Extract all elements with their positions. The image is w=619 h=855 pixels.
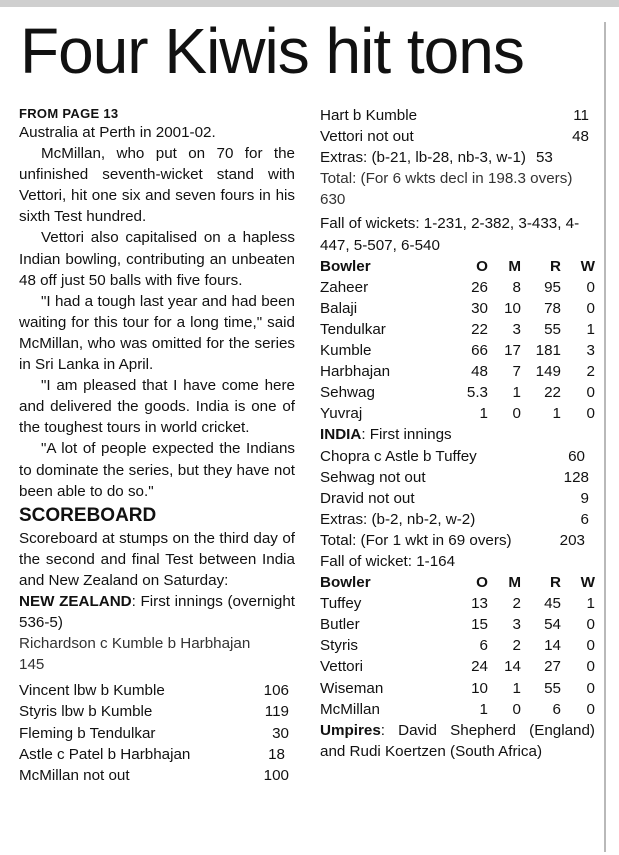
batsman-runs: 18 xyxy=(268,745,285,763)
total-label: Total: (For 6 wkts decl in 198.3 overs) xyxy=(320,170,573,188)
bowler-overs: 5.3 xyxy=(466,384,488,402)
bowler-maidens: 1 xyxy=(512,679,521,697)
bowler-overs: 22 xyxy=(471,320,488,338)
bowling-row xyxy=(320,319,595,340)
bowler-overs: 26 xyxy=(471,278,488,296)
batsman-name: Dravid not out xyxy=(320,489,415,507)
batting-line xyxy=(320,467,595,488)
bowler-overs: 48 xyxy=(471,363,488,381)
bowler-maidens: 8 xyxy=(512,278,521,296)
extras-label: Extras: (b-21, lb-28, nb-3, w-1) xyxy=(320,149,526,167)
bowler-wickets: 0 xyxy=(586,616,595,634)
maidens-col-header: M xyxy=(508,257,521,275)
nz-innings-heading xyxy=(19,591,295,633)
bowler-name: Harbhajan xyxy=(320,363,391,381)
bowling-row xyxy=(320,361,595,382)
bowler-wickets: 2 xyxy=(586,363,595,381)
batsman-runs: 119 xyxy=(264,703,289,721)
umpires-label: Umpires xyxy=(320,721,381,739)
runs-col-header: R xyxy=(550,257,561,275)
bowler-overs: 24 xyxy=(471,658,488,676)
bowler-wickets: 1 xyxy=(586,320,595,338)
scoreboard-heading: SCOREBOARD xyxy=(19,504,157,526)
bowler-runs: 78 xyxy=(544,299,561,317)
bowler-maidens: 1 xyxy=(512,384,521,402)
bowling-row xyxy=(320,382,595,403)
bowler-runs: 14 xyxy=(544,637,561,655)
bowler-wickets: 0 xyxy=(586,278,595,296)
batsman-name: Astle c Patel b Harbhajan xyxy=(19,745,191,763)
bowler-wickets: 0 xyxy=(586,637,595,655)
batsman-name: Vincent lbw b Kumble xyxy=(19,682,165,700)
innings-label: : First innings xyxy=(361,426,452,444)
bowler-runs: 54 xyxy=(544,616,561,634)
right-column xyxy=(320,105,595,762)
team-name: INDIA xyxy=(320,426,362,444)
bowler-wickets: 0 xyxy=(586,679,595,697)
bowler-overs: 30 xyxy=(471,299,488,317)
bowler-name: Wiseman xyxy=(320,679,384,697)
bowling-header xyxy=(320,572,595,593)
bowler-wickets: 0 xyxy=(586,700,595,718)
wickets-col-header: W xyxy=(580,257,595,275)
bowling-row xyxy=(320,340,595,361)
bowler-runs: 55 xyxy=(544,320,561,338)
paragraph: Australia at Perth in 2001-02. xyxy=(19,124,216,141)
batting-line xyxy=(19,744,295,765)
paragraph: Vettori also capitalised on a hapless Indian bowling, contributing an unbeaten 48 off just 50 balls with five fours. xyxy=(19,229,295,289)
bowling-row xyxy=(320,277,595,298)
bowling-row xyxy=(320,678,595,699)
batting-line xyxy=(19,701,295,722)
bowler-maidens: 14 xyxy=(504,658,521,676)
batsman-name: Fleming b Tendulkar xyxy=(19,724,156,742)
bowler-name: Styris xyxy=(320,637,358,655)
batting-line xyxy=(320,488,595,509)
paragraph: "I had a tough last year and had been waiting for this tour for a long time," said McMillan, who was omitted for the series in Sri Lanka in April. xyxy=(19,292,295,374)
extras-runs: 6 xyxy=(580,510,589,528)
bowler-overs: 6 xyxy=(479,637,488,655)
bowler-wickets: 0 xyxy=(586,405,595,423)
bowler-runs: 1 xyxy=(552,405,561,423)
batting-line xyxy=(320,105,595,126)
bowler-overs: 1 xyxy=(479,700,488,718)
batting-line xyxy=(19,723,295,744)
maidens-col-header: M xyxy=(508,574,521,592)
batsman-runs: 11 xyxy=(573,107,589,124)
batting-line xyxy=(19,680,295,701)
bowler-name: Balaji xyxy=(320,299,358,317)
bowler-runs: 149 xyxy=(535,363,561,381)
bowler-maidens: 0 xyxy=(512,405,521,423)
bowler-name: Tuffey xyxy=(320,595,362,613)
batting-line xyxy=(19,765,295,786)
bowling-row xyxy=(320,635,595,656)
total-runs: 630 xyxy=(320,191,346,209)
paragraph: "A lot of people expected the Indians to dominate the series, but they have not been able to do so." xyxy=(19,440,295,500)
batsman-runs: 30 xyxy=(272,724,289,742)
batsman-name: Hart b Kumble xyxy=(320,107,418,124)
bowling-row xyxy=(320,614,595,635)
batting-line xyxy=(320,126,595,147)
bowler-name: Sehwag xyxy=(320,384,375,402)
bowler-name: McMillan xyxy=(320,700,380,718)
overs-col-header: O xyxy=(476,257,488,275)
bowler-runs: 55 xyxy=(544,679,561,697)
batsman-name: Vettori not out xyxy=(320,128,414,146)
bowler-maidens: 3 xyxy=(512,616,521,634)
bowler-name: Yuvraj xyxy=(320,405,363,423)
bowler-runs: 181 xyxy=(535,342,561,360)
bowling-row xyxy=(320,403,595,424)
left-column xyxy=(19,106,295,786)
umpires xyxy=(320,720,595,762)
batsman-name: Sehwag not out xyxy=(320,468,426,486)
wickets-col-header: W xyxy=(580,574,595,592)
bowler-wickets: 0 xyxy=(586,658,595,676)
paragraph: "I am pleased that I have come here and delivered the goods. India is one of the toughest tours in world cricket. xyxy=(19,377,295,437)
overs-col-header: O xyxy=(476,574,488,592)
extras-line xyxy=(320,509,595,530)
batting-line xyxy=(19,633,295,675)
bowler-overs: 66 xyxy=(471,342,488,360)
bowling-header xyxy=(320,256,595,277)
extras-label: Extras: (b-2, nb-2, w-2) xyxy=(320,510,476,528)
batsman-runs: 48 xyxy=(572,128,589,146)
bowler-maidens: 0 xyxy=(512,700,521,718)
paragraph: McMillan, who put on 70 for the unfinished seventh-wicket stand with Vettori, hit one six and seven fours in his sixth Test hundred. xyxy=(19,145,295,226)
bowler-wickets: 0 xyxy=(586,299,595,317)
bowler-overs: 13 xyxy=(471,595,488,613)
bowler-runs: 45 xyxy=(544,595,561,613)
total-line xyxy=(320,530,595,551)
bowler-wickets: 0 xyxy=(586,384,595,402)
bowler-maidens: 3 xyxy=(512,320,521,338)
runs-col-header: R xyxy=(550,574,561,592)
bowler-runs: 6 xyxy=(552,700,561,718)
bowler-overs: 15 xyxy=(471,616,488,634)
bowler-maidens: 2 xyxy=(512,595,521,613)
bowler-maidens: 17 xyxy=(504,342,521,360)
bowler-runs: 27 xyxy=(544,658,561,676)
batsman-runs: 145 xyxy=(19,656,45,674)
team-name: NEW ZEALAND xyxy=(19,592,132,610)
innings-label: : First innings (overnight 536-5) xyxy=(19,592,295,632)
scoreboard-intro: Scoreboard at stumps on the third day of the second and final Test between India and New Zealand on Saturday: xyxy=(19,529,295,589)
from-page-label: FROM PAGE 13 xyxy=(19,106,119,121)
extras-line xyxy=(320,147,595,168)
batsman-name: McMillan not out xyxy=(19,766,130,784)
bowler-runs: 22 xyxy=(544,384,561,402)
batsman-name: Richardson c Kumble b Harbhajan xyxy=(19,635,251,653)
batsman-name: Styris lbw b Kumble xyxy=(19,703,153,721)
bowling-row xyxy=(320,699,595,720)
bowler-maidens: 2 xyxy=(512,637,521,655)
bowler-name: Zaheer xyxy=(320,278,369,296)
bowling-row xyxy=(320,656,595,677)
bowler-maidens: 10 xyxy=(504,299,521,317)
extras-runs: 53 xyxy=(535,149,553,167)
batsman-runs: 128 xyxy=(563,468,589,486)
batting-line xyxy=(320,446,595,467)
batsman-name: Chopra c Astle b Tuffey xyxy=(320,447,477,465)
bowler-wickets: 1 xyxy=(586,595,595,613)
bowling-row xyxy=(320,593,595,614)
bowler-col-header: Bowler xyxy=(320,257,371,275)
bowler-wickets: 3 xyxy=(586,342,595,360)
column-rule xyxy=(604,22,606,852)
total-runs: 203 xyxy=(559,531,585,549)
fall-of-wicket: Fall of wicket: 1-164 xyxy=(320,552,456,570)
bowler-name: Tendulkar xyxy=(320,320,386,338)
headline: Four Kiwis hit tons xyxy=(20,15,524,87)
fall-of-wickets: Fall of wickets: 1-231, 2-382, 3-433, 4-447, 5-507, 6-540 xyxy=(320,215,580,254)
total-label: Total: (For 1 wkt in 69 overs) xyxy=(320,531,512,549)
umpires-text: : David Shepherd (England) and Rudi Koertzen (South Africa) xyxy=(320,721,595,760)
batsman-runs: 60 xyxy=(568,447,585,465)
bowler-col-header: Bowler xyxy=(320,574,371,592)
bowler-overs: 1 xyxy=(479,405,488,423)
bowler-overs: 10 xyxy=(471,679,488,697)
bowling-row xyxy=(320,298,595,319)
bowler-name: Kumble xyxy=(320,342,372,360)
top-rule xyxy=(0,0,619,7)
batsman-runs: 100 xyxy=(263,766,289,784)
india-innings-heading xyxy=(320,424,595,445)
bowler-name: Vettori xyxy=(320,658,364,676)
total-line xyxy=(320,168,595,210)
batsman-runs: 106 xyxy=(263,682,289,700)
batsman-runs: 9 xyxy=(580,489,589,507)
bowler-runs: 95 xyxy=(544,278,561,296)
bowler-maidens: 7 xyxy=(512,363,521,381)
bowler-name: Butler xyxy=(320,616,360,634)
